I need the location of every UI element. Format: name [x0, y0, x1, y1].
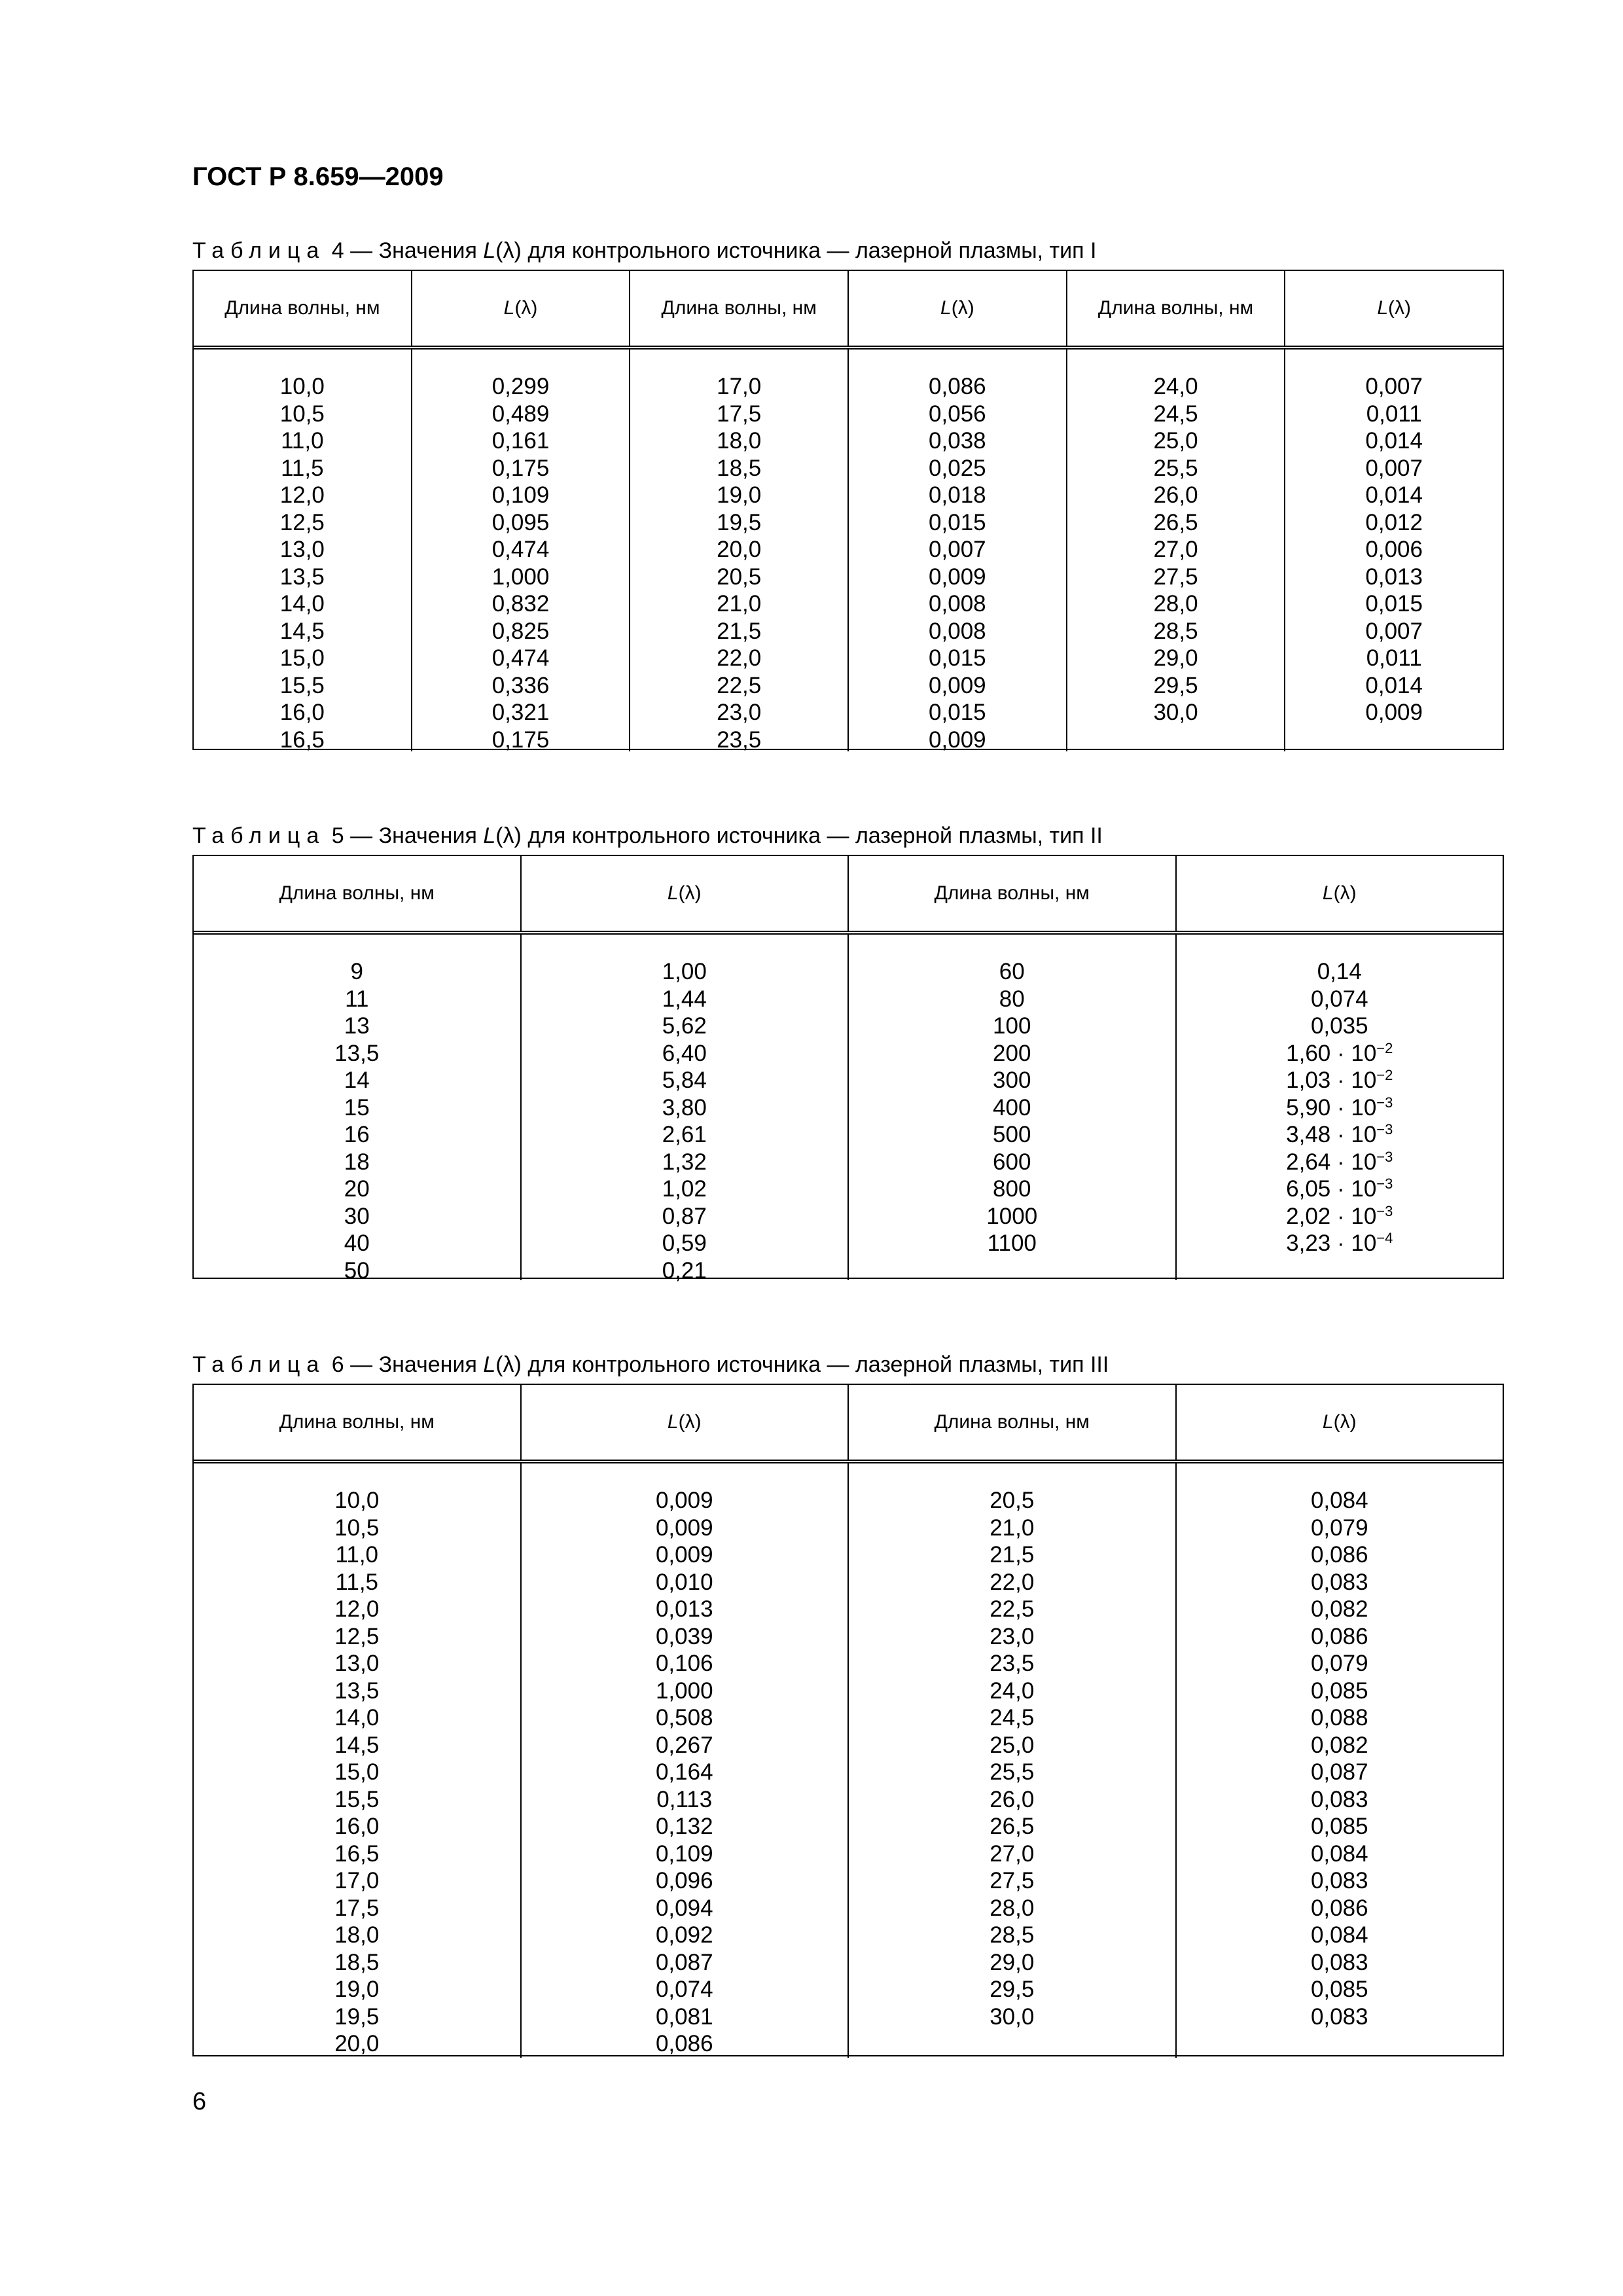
- table-cell: 25,5: [990, 1759, 1035, 1785]
- table-cell: 30,0: [1153, 700, 1198, 725]
- table-column: [847, 935, 1175, 1280]
- table-cell: 0,083: [1310, 1949, 1368, 1975]
- table-cell: 13: [344, 1013, 370, 1039]
- table-cell: 13,5: [334, 1677, 380, 1704]
- table-cell: 18,0: [334, 1922, 380, 1948]
- table-cell: 5,62: [662, 1013, 707, 1039]
- table-5-caption: [192, 823, 1103, 849]
- table-cell: 30,0: [990, 2003, 1035, 2030]
- table-cell: 1,00: [662, 959, 707, 984]
- column-header: Длина волны, нм: [224, 297, 380, 319]
- table-cell: 21,0: [990, 1515, 1035, 1541]
- table-cell: 15: [344, 1094, 370, 1121]
- table-cell: 24,5: [1153, 401, 1198, 427]
- table-cell: 0,092: [655, 1922, 713, 1948]
- caption-rest: для контрольного источника — лазерной плазмы, тип I: [521, 238, 1097, 263]
- table-cell: 1,44: [662, 986, 707, 1012]
- caption-rest: для контрольного источника — лазерной плазмы, тип III: [521, 1352, 1109, 1377]
- table-body: [194, 1463, 1503, 2058]
- table-cell: 9: [350, 959, 363, 984]
- caption-number: 5: [331, 823, 344, 848]
- table-cell: 60: [999, 959, 1025, 984]
- table-cell: 0,832: [491, 591, 550, 617]
- table-cell: 0,094: [655, 1895, 713, 1921]
- caption-L: L: [483, 1352, 496, 1377]
- table-5: [192, 855, 1504, 1283]
- table-cell: 0,267: [655, 1732, 713, 1758]
- table-column: [847, 1463, 1175, 2058]
- table-cell: 0,009: [929, 672, 986, 698]
- table-cell: 400: [993, 1094, 1031, 1121]
- table-cell: 30: [344, 1203, 370, 1229]
- table-cell: 28,5: [1153, 618, 1198, 644]
- column-header: L (λ): [847, 271, 1066, 346]
- table-cell: 0,175: [491, 455, 550, 481]
- table-cell: 0,082: [1310, 1596, 1368, 1622]
- table-cell: 0,009: [655, 1542, 713, 1568]
- table-cell: 12,0: [334, 1596, 380, 1622]
- table-cell: 27,5: [990, 1868, 1035, 1893]
- table-cell: 0,015: [929, 645, 986, 671]
- table-cell: 21,0: [717, 591, 762, 617]
- column-header: Длина волны, нм: [629, 271, 847, 346]
- table-cell: 0,084: [1310, 1488, 1368, 1513]
- table-cell: $2,02 \cdot 10^{-3}$: [1286, 1202, 1393, 1229]
- table-cell: 23,5: [717, 726, 762, 753]
- table-cell: 15,5: [279, 672, 325, 698]
- table-cell: 29,5: [990, 1977, 1035, 2002]
- column-header: Длина волны, нм: [279, 882, 435, 904]
- table-cell: $3,23 \cdot 10^{-4}$: [1286, 1230, 1393, 1256]
- table-cell: $1,03 \cdot 10^{-2}$: [1286, 1067, 1393, 1093]
- table-cell: $3,48 \cdot 10^{-3}$: [1286, 1121, 1393, 1147]
- table-cell: 0,008: [929, 591, 986, 617]
- table-cell: 0,086: [1310, 1623, 1368, 1649]
- table-cell: 80: [999, 986, 1025, 1012]
- table-column: [1175, 1463, 1503, 2058]
- table-cell: 11,0: [281, 428, 324, 454]
- table-column: [520, 935, 848, 1283]
- page-number: 6: [192, 2088, 207, 2115]
- table-cell: 16,0: [334, 1814, 380, 1839]
- table-cell: 28,0: [1153, 591, 1198, 617]
- table-cell: 0,011: [1366, 645, 1422, 671]
- table-cell: 0,14: [1317, 959, 1362, 984]
- table-cell: 26,5: [1153, 509, 1198, 535]
- table-6: [192, 1384, 1504, 2056]
- table-cell: $5,90 \cdot 10^{-3}$: [1286, 1094, 1393, 1121]
- table-column: [194, 935, 520, 1283]
- table-cell: 14: [344, 1067, 370, 1093]
- table-cell: 0,013: [1365, 564, 1423, 590]
- table-cell: 25,5: [1153, 455, 1198, 481]
- table-cell: 23,0: [990, 1623, 1035, 1649]
- table-cell: 22,0: [717, 645, 762, 671]
- column-header: Длина волны, нм: [279, 1411, 435, 1433]
- table-cell: 17,0: [717, 374, 762, 399]
- table-cell: 29,0: [1153, 645, 1198, 671]
- table-cell: 21,5: [717, 618, 762, 644]
- table-cell: 16,0: [279, 700, 325, 725]
- table-cell: 0,084: [1310, 1840, 1368, 1867]
- column-header: Длина волны, нм: [847, 1385, 1175, 1460]
- table-cell: 10,0: [334, 1488, 380, 1513]
- table-cell: 600: [993, 1149, 1031, 1175]
- table-cell: 24,0: [990, 1677, 1035, 1704]
- table-header-row: [194, 271, 1503, 350]
- table-cell: 14,0: [334, 1705, 380, 1731]
- table-cell: 26,0: [990, 1786, 1035, 1812]
- table-cell: 300: [993, 1067, 1031, 1093]
- table-cell: 28,5: [990, 1922, 1035, 1948]
- table-cell: 0,009: [929, 726, 986, 753]
- table-cell: 0,007: [1365, 618, 1423, 644]
- caption-arg: (λ): [495, 238, 522, 263]
- table-cell: 0,87: [662, 1203, 707, 1229]
- table-cell: 0,087: [655, 1949, 713, 1975]
- table-cell: 0,474: [491, 537, 550, 562]
- table-cell: 0,079: [1310, 1651, 1368, 1676]
- table-cell: 19,5: [717, 509, 762, 535]
- caption-mid: — Значения: [344, 238, 484, 263]
- table-cell: 16,5: [334, 1840, 380, 1867]
- table-cell: 0,106: [655, 1651, 713, 1676]
- column-header: Длина волны, нм: [1066, 271, 1285, 346]
- table-cell: 27,0: [990, 1840, 1035, 1867]
- table-cell: 0,009: [655, 1488, 713, 1513]
- table-cell: 0,007: [1365, 455, 1423, 481]
- table-cell: 0,013: [655, 1596, 713, 1622]
- table-cell: 11,0: [335, 1542, 379, 1568]
- table-cell: 0,489: [491, 401, 550, 427]
- table-column: [1066, 350, 1285, 751]
- table-cell: 0,164: [655, 1759, 713, 1785]
- table-cell: 0,085: [1310, 1677, 1368, 1704]
- table-cell: 40: [344, 1230, 370, 1256]
- table-cell: 0,007: [1365, 374, 1423, 399]
- caption-L: L: [483, 823, 496, 848]
- table-cell: 1,000: [491, 564, 550, 590]
- table-cell: 18: [344, 1149, 370, 1175]
- table-header-row: [194, 856, 1503, 935]
- table-cell: 1000: [986, 1203, 1038, 1229]
- column-header: L (λ): [520, 856, 848, 931]
- table-cell: 0,083: [1310, 1786, 1368, 1812]
- table-cell: 500: [993, 1122, 1031, 1147]
- table-cell: 19,5: [334, 2003, 380, 2030]
- column-header: Длина волны, нм: [847, 856, 1175, 931]
- table-cell: 16,5: [279, 726, 325, 753]
- table-cell: 0,336: [491, 672, 550, 698]
- table-cell: 1,32: [662, 1149, 707, 1175]
- caption-arg: (λ): [495, 1352, 522, 1377]
- table-cell: 26,5: [990, 1814, 1035, 1839]
- table-cell: 0,014: [1365, 672, 1423, 698]
- table-column: [411, 350, 630, 751]
- table-cell: 25,0: [1153, 428, 1198, 454]
- table-cell: 20,0: [334, 2031, 380, 2056]
- table-cell: 18,0: [717, 428, 762, 454]
- table-cell: 0,083: [1310, 1569, 1368, 1595]
- table-cell: 17,5: [334, 1895, 380, 1921]
- table-cell: 0,014: [1365, 482, 1423, 508]
- table-cell: 14,5: [279, 618, 325, 644]
- table-column: [1284, 350, 1503, 751]
- table-cell: 3,80: [662, 1094, 707, 1121]
- table-cell: 0,085: [1310, 1814, 1368, 1839]
- table-column: [629, 350, 847, 751]
- table-cell: 20: [344, 1176, 370, 1202]
- table-cell: 800: [993, 1176, 1031, 1202]
- table-cell: 20,0: [717, 537, 762, 562]
- table-cell: 27,5: [1153, 564, 1198, 590]
- table-cell: 11,5: [281, 455, 324, 481]
- table-cell: 5,84: [662, 1067, 707, 1093]
- table-header-row: [194, 1385, 1503, 1463]
- table-cell: 12,5: [334, 1623, 380, 1649]
- table-cell: 16: [344, 1122, 370, 1147]
- table-cell: 0,175: [491, 726, 550, 753]
- column-header: L (λ): [1175, 1385, 1503, 1460]
- table-cell: 0,035: [1310, 1013, 1368, 1039]
- table-cell: 0,039: [655, 1623, 713, 1649]
- table-cell: 20,5: [717, 564, 762, 590]
- table-cell: 100: [993, 1013, 1031, 1039]
- caption-prefix: Таблица: [192, 238, 326, 263]
- table-cell: 13,0: [279, 537, 325, 562]
- table-cell: 24,5: [990, 1705, 1035, 1731]
- table-column: [194, 1463, 520, 2058]
- caption-rest: для контрольного источника — лазерной плазмы, тип II: [521, 823, 1103, 848]
- table-cell: 0,161: [491, 428, 550, 454]
- table-cell: 17,0: [334, 1868, 380, 1893]
- table-cell: 0,088: [1310, 1705, 1368, 1731]
- table-cell: 0,299: [491, 374, 550, 399]
- table-cell: 23,0: [717, 700, 762, 725]
- table-cell: 0,011: [1366, 401, 1422, 427]
- table-cell: 0,086: [1310, 1542, 1368, 1568]
- table-cell: 0,321: [491, 700, 550, 725]
- column-header: L (λ): [411, 271, 630, 346]
- table-cell: 19,0: [717, 482, 762, 508]
- table-cell: 24,0: [1153, 374, 1198, 399]
- table-cell: 10,5: [279, 401, 325, 427]
- table-cell: 15,0: [279, 645, 325, 671]
- table-cell: 0,083: [1310, 1868, 1368, 1893]
- table-cell: 0,009: [1365, 700, 1423, 725]
- table-cell: 0,086: [1310, 1895, 1368, 1921]
- table-cell: 10,0: [279, 374, 325, 399]
- table-body: [194, 935, 1503, 1283]
- table-4: [192, 270, 1504, 753]
- table-column: [847, 350, 1066, 751]
- table-cell: 0,006: [1365, 537, 1423, 562]
- table-cell: 14,0: [279, 591, 325, 617]
- table-cell: 1,02: [662, 1176, 707, 1202]
- document-header-title: ГОСТ Р 8.659—2009: [192, 162, 444, 191]
- table-6-caption: [192, 1352, 1109, 1378]
- table-cell: 0,081: [655, 2003, 713, 2030]
- table-cell: 29,5: [1153, 672, 1198, 698]
- table-cell: 13,0: [334, 1651, 380, 1676]
- table-cell: $1,60 \cdot 10^{-2}$: [1286, 1039, 1393, 1066]
- table-cell: 0,014: [1365, 428, 1423, 454]
- table-cell: 0,085: [1310, 1977, 1368, 2002]
- table-cell: 2,61: [662, 1122, 707, 1147]
- table-cell: 10,5: [334, 1515, 380, 1541]
- table-cell: 0,056: [929, 401, 986, 427]
- table-cell: 0,132: [655, 1814, 713, 1839]
- caption-mid: — Значения: [344, 823, 484, 848]
- table-cell: 0,084: [1310, 1922, 1368, 1948]
- table-cell: 0,086: [929, 374, 986, 399]
- table-cell: 18,5: [717, 455, 762, 481]
- table-4-caption: [192, 238, 1096, 264]
- table-cell: 26,0: [1153, 482, 1198, 508]
- table-cell: $6,05 \cdot 10^{-3}$: [1286, 1175, 1393, 1202]
- column-header: L (λ): [1175, 856, 1503, 931]
- table-cell: 20,5: [990, 1488, 1035, 1513]
- table-cell: 12,5: [279, 509, 325, 535]
- table-cell: 0,038: [929, 428, 986, 454]
- table-cell: 22,5: [717, 672, 762, 698]
- table-cell: 27,0: [1153, 537, 1198, 562]
- column-header: L (λ): [1284, 271, 1503, 346]
- table-cell: 0,087: [1310, 1759, 1368, 1785]
- table-cell: 0,015: [929, 700, 986, 725]
- table-cell: 0,113: [656, 1786, 713, 1812]
- table-cell: 22,0: [990, 1569, 1035, 1595]
- table-column: [520, 1463, 848, 2058]
- caption-number: 4: [331, 238, 344, 263]
- table-cell: 0,007: [929, 537, 986, 562]
- table-cell: 0,012: [1365, 509, 1423, 535]
- column-header: L (λ): [520, 1385, 848, 1460]
- table-cell: 0,825: [491, 618, 550, 644]
- table-cell: 21,5: [990, 1542, 1035, 1568]
- table-body: [194, 350, 1503, 751]
- table-cell: 15,5: [334, 1786, 380, 1812]
- table-cell: 17,5: [717, 401, 762, 427]
- table-cell: 1100: [987, 1230, 1037, 1256]
- table-cell: 0,096: [655, 1868, 713, 1893]
- table-cell: 0,015: [1365, 591, 1423, 617]
- table-cell: 0,095: [491, 509, 550, 535]
- table-cell: 0,008: [929, 618, 986, 644]
- table-cell: 22,5: [990, 1596, 1035, 1622]
- table-cell: 18,5: [334, 1949, 380, 1975]
- table-cell: 0,21: [662, 1257, 707, 1283]
- table-cell: 11: [345, 986, 369, 1012]
- table-cell: 13,5: [334, 1040, 380, 1066]
- table-column: [1175, 935, 1503, 1280]
- table-cell: 0,109: [491, 482, 550, 508]
- table-cell: 11,5: [335, 1569, 379, 1595]
- table-cell: 0,010: [655, 1569, 713, 1595]
- table-cell: 1,000: [655, 1677, 713, 1704]
- caption-prefix: Таблица: [192, 823, 326, 848]
- table-cell: 0,018: [929, 482, 986, 508]
- caption-L: L: [483, 238, 496, 263]
- table-cell: 0,083: [1310, 2003, 1368, 2030]
- caption-arg: (λ): [495, 823, 522, 848]
- caption-number: 6: [331, 1352, 344, 1377]
- table-cell: 14,5: [334, 1732, 380, 1758]
- table-cell: 29,0: [990, 1949, 1035, 1975]
- table-cell: 28,0: [990, 1895, 1035, 1921]
- table-cell: 15,0: [334, 1759, 380, 1785]
- table-cell: 0,015: [929, 509, 986, 535]
- caption-prefix: Таблица: [192, 1352, 326, 1377]
- table-cell: 0,009: [655, 1515, 713, 1541]
- table-column: [194, 350, 411, 751]
- table-cell: 0,074: [655, 1977, 713, 2002]
- table-cell: 0,086: [655, 2031, 713, 2056]
- table-cell: 25,0: [990, 1732, 1035, 1758]
- table-cell: 0,59: [662, 1230, 707, 1256]
- table-cell: 13,5: [279, 564, 325, 590]
- table-cell: 50: [344, 1257, 370, 1283]
- table-cell: 0,109: [655, 1840, 713, 1867]
- table-cell: 200: [993, 1040, 1031, 1066]
- table-cell: 12,0: [279, 482, 325, 508]
- caption-mid: — Значения: [344, 1352, 484, 1377]
- table-cell: 0,079: [1310, 1515, 1368, 1541]
- table-cell: 0,074: [1310, 986, 1368, 1012]
- table-cell: 0,082: [1310, 1732, 1368, 1758]
- table-cell: 0,508: [655, 1705, 713, 1731]
- table-cell: 0,009: [929, 564, 986, 590]
- table-cell: 0,474: [491, 645, 550, 671]
- table-cell: $2,64 \cdot 10^{-3}$: [1286, 1148, 1393, 1175]
- table-cell: 23,5: [990, 1651, 1035, 1676]
- table-cell: 6,40: [662, 1040, 707, 1066]
- table-cell: 19,0: [334, 1977, 380, 2002]
- table-cell: 0,025: [929, 455, 986, 481]
